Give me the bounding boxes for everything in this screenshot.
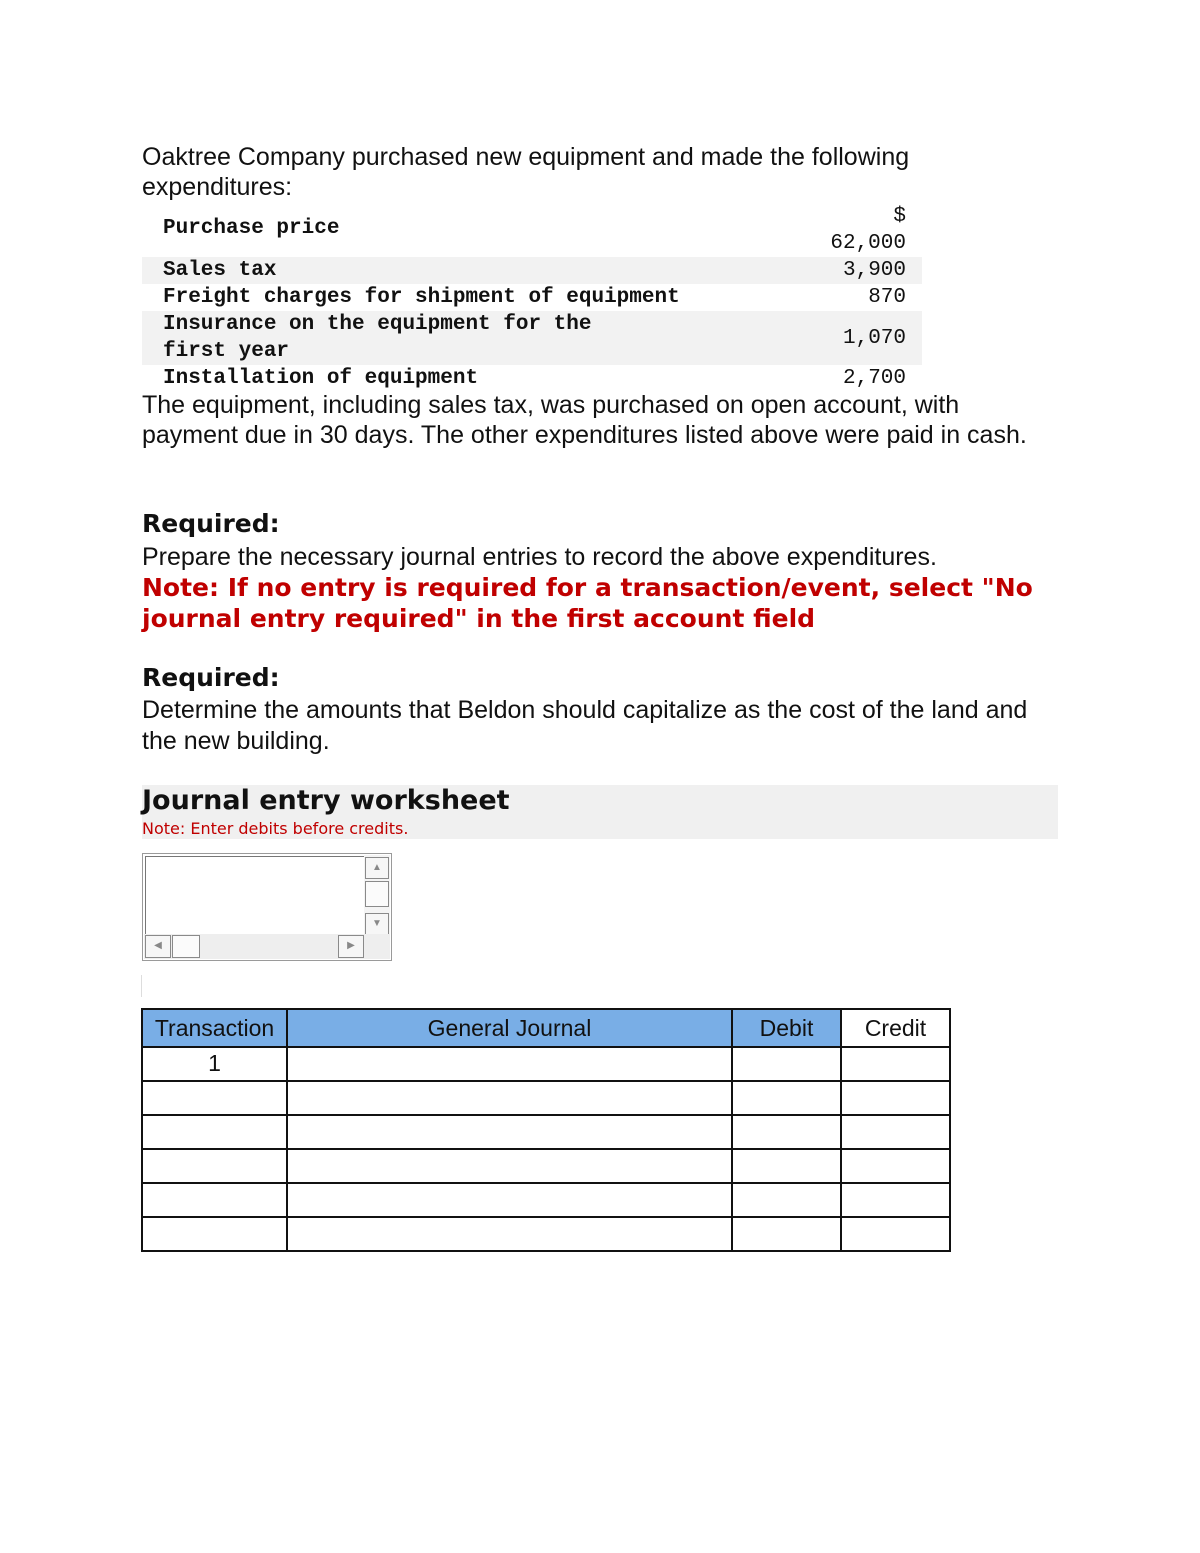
payment-paragraph: The equipment, including sales tax, was purchased on open account, with payment due in 30 days. The other expenditures listed above were paid in cash. (142, 391, 1027, 449)
debit-cell[interactable] (732, 1183, 841, 1217)
expenditure-row (142, 199, 922, 257)
debit-cell[interactable] (732, 1149, 841, 1183)
expenditure-row (142, 284, 922, 311)
scroll-up-arrow-icon[interactable]: ▲ (365, 857, 389, 879)
credit-cell[interactable] (841, 1149, 950, 1183)
amount-value: 62,000 (830, 232, 906, 255)
expenditure-label: Freight charges for shipment of equipment (163, 286, 680, 309)
account-cell[interactable] (287, 1217, 732, 1251)
journal-header-row (142, 1009, 950, 1047)
account-cell[interactable] (287, 1047, 732, 1081)
credit-cell[interactable] (841, 1115, 950, 1149)
transaction-cell (142, 1217, 287, 1251)
account-cell[interactable] (287, 1149, 732, 1183)
account-cell[interactable] (287, 1115, 732, 1149)
transaction-cell (142, 1115, 287, 1149)
intro-text: Oaktree Company purchased new equipment and made the following expenditures: (142, 143, 910, 201)
expenditure-label: Purchase price (163, 216, 340, 240)
transaction-cell (142, 1183, 287, 1217)
scroll-right-arrow-icon[interactable]: ▶ (338, 935, 364, 958)
expenditure-label: Installation of equipment (163, 367, 479, 390)
debit-cell[interactable] (732, 1115, 841, 1149)
table-row (142, 1217, 950, 1251)
expenditure-amount (786, 199, 922, 257)
transaction-cell (142, 1149, 287, 1183)
expenditure-label: Insurance on the equipment for the first year (142, 311, 786, 365)
transaction-cell: 1 (142, 1047, 287, 1081)
expenditure-row (142, 257, 922, 284)
horizontal-scrollbar[interactable] (144, 934, 390, 959)
worksheet-note: Note: Enter debits before credits. (142, 819, 409, 838)
transaction-listbox[interactable] (142, 853, 392, 961)
scroll-down-arrow-icon[interactable]: ▼ (365, 913, 389, 935)
transaction-cell (142, 1081, 287, 1115)
debit-cell[interactable] (732, 1081, 841, 1115)
expenditure-label: Sales tax (142, 257, 786, 284)
expenditures-table (142, 199, 922, 392)
required-heading: Required: (142, 509, 280, 538)
debit-cell[interactable] (732, 1217, 841, 1251)
required-heading: Required: (142, 663, 280, 692)
debit-cell[interactable] (732, 1047, 841, 1081)
credit-cell[interactable] (841, 1047, 950, 1081)
divider (141, 975, 142, 997)
account-cell[interactable] (287, 1081, 732, 1115)
table-row (142, 1047, 950, 1081)
required-note: Note: If no entry is required for a transaction/event, select "No journal entry required" in the first account field (142, 573, 1033, 633)
table-row (142, 1183, 950, 1217)
scroll-left-arrow-icon[interactable]: ◀ (145, 935, 171, 958)
expenditure-row (142, 365, 922, 392)
required-text: Prepare the necessary journal entries to record the above expenditures. (142, 543, 937, 571)
credit-cell[interactable] (841, 1183, 950, 1217)
listbox-content[interactable] (145, 856, 365, 934)
column-header-debit: Debit (732, 1009, 841, 1047)
vertical-scroll-thumb[interactable] (365, 881, 389, 907)
required-text: Determine the amounts that Beldon should capitalize as the cost of the land and the new building. (142, 696, 1028, 755)
table-row (142, 1081, 950, 1115)
credit-cell[interactable] (841, 1217, 950, 1251)
horizontal-scroll-thumb[interactable] (172, 935, 200, 958)
worksheet-header (142, 785, 1058, 839)
expenditure-amount: 870 (868, 286, 906, 309)
journal-table (141, 1008, 951, 1252)
vertical-scrollbar[interactable] (364, 855, 390, 937)
expenditure-amount: 1,070 (786, 311, 922, 365)
column-header-credit: Credit (841, 1009, 950, 1047)
column-header-transaction: Transaction (142, 1009, 287, 1047)
expenditure-amount: 2,700 (842, 367, 906, 390)
table-row (142, 1115, 950, 1149)
account-cell[interactable] (287, 1183, 732, 1217)
worksheet-title: Journal entry worksheet (142, 785, 510, 816)
table-row (142, 1149, 950, 1183)
currency-symbol: $ (893, 205, 906, 228)
column-header-general-journal: General Journal (287, 1009, 732, 1047)
expenditure-row (142, 311, 922, 365)
credit-cell[interactable] (841, 1081, 950, 1115)
expenditure-amount: 3,900 (786, 257, 922, 284)
